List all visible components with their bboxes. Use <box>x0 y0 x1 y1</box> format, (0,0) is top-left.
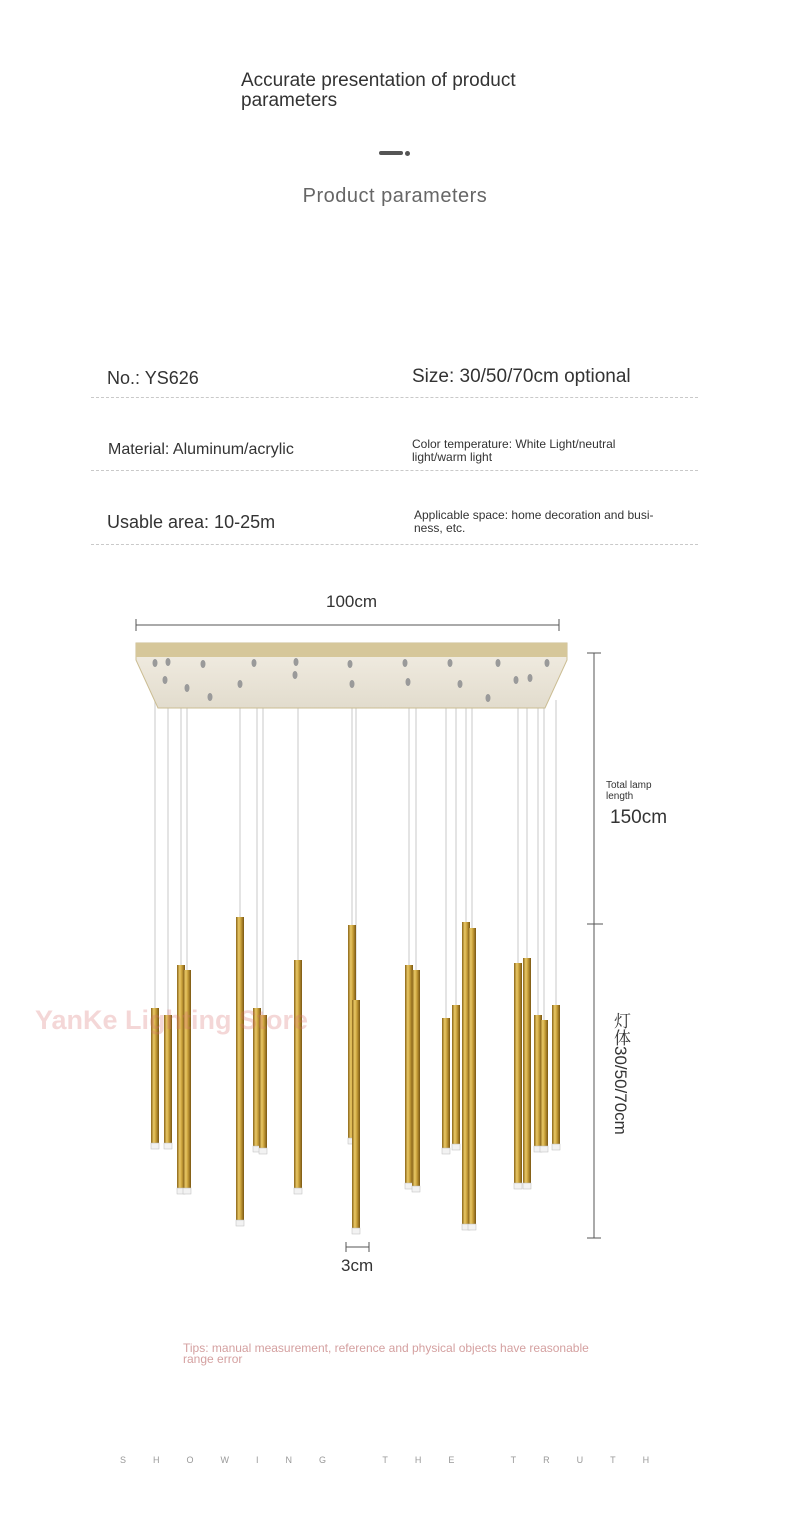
tube-diffuser-cap <box>523 1183 531 1189</box>
tube-diameter-label: 3cm <box>341 1256 374 1275</box>
tube-diffuser-cap <box>442 1148 450 1154</box>
canopy-fixing-hole <box>252 659 257 667</box>
canopy-fixing-hole <box>486 694 491 702</box>
tube-diffuser-cap <box>412 1186 420 1192</box>
tube-diffuser-cap <box>236 1220 244 1226</box>
height-dimension <box>587 653 603 1238</box>
pendant-tube <box>468 928 476 1226</box>
tube-diffuser-cap <box>183 1188 191 1194</box>
pendant-tube <box>294 960 302 1190</box>
tube-diffuser-cap <box>468 1224 476 1230</box>
param-model: No.: YS626 <box>107 368 199 388</box>
width-dimension <box>136 619 559 631</box>
tube-diffuser-cap <box>540 1146 548 1152</box>
canopy-fixing-hole <box>496 659 501 667</box>
pendant-tube <box>412 970 420 1188</box>
pendant-tube <box>452 1005 460 1146</box>
section-title: Product parameters <box>302 185 488 207</box>
pendant-tube <box>523 958 531 1185</box>
body-length-label: 灯体30/50/70cm <box>611 1012 630 1135</box>
store-watermark: YanKe Lighting Store <box>35 1005 309 1035</box>
canopy-fixing-hole <box>201 660 206 668</box>
measurement-tip: Tips: manual measurement, reference and physical objects have reasonable range error <box>183 1341 589 1366</box>
canopy-fixing-hole <box>528 674 533 682</box>
canopy-fixing-hole <box>514 676 519 684</box>
width-label: 100cm <box>326 592 378 611</box>
canopy-fixing-hole <box>403 659 408 667</box>
param-color-temperature: Color temperature: White Light/neutral light/warm light <box>412 437 616 464</box>
pendant-tube <box>514 963 522 1185</box>
canopy-fixing-hole <box>163 676 168 684</box>
tube-diffuser-cap <box>294 1188 302 1194</box>
pendant-tube <box>236 917 244 1222</box>
ceiling-canopy <box>136 643 567 708</box>
diameter-marker <box>346 1242 369 1252</box>
pendant-tubes <box>151 917 560 1234</box>
canopy-fixing-hole <box>294 658 299 666</box>
tube-diffuser-cap <box>164 1143 172 1149</box>
canopy-fixing-hole <box>166 658 171 666</box>
canopy-fixing-hole <box>545 659 550 667</box>
canopy-fixing-hole <box>406 678 411 686</box>
param-size: Size: 30/50/70cm optional <box>412 366 631 387</box>
canopy-fixing-hole <box>153 659 158 667</box>
canopy-fixing-hole <box>185 684 190 692</box>
param-applicable-space: Applicable space: home decoration and busi-ness, etc. <box>414 508 654 535</box>
param-material: Material: Aluminum/acrylic <box>108 441 294 458</box>
canopy-fixing-hole <box>238 680 243 688</box>
tube-diffuser-cap <box>151 1143 159 1149</box>
canopy-fixing-hole <box>448 659 453 667</box>
pendant-tube <box>552 1005 560 1146</box>
footer-motto: SHOWING THE TRUTH <box>120 1455 677 1465</box>
canopy-fixing-hole <box>350 680 355 688</box>
page-title: Accurate presentation of product parameters <box>241 70 516 111</box>
canopy-fixing-hole <box>293 671 298 679</box>
tube-diffuser-cap <box>452 1144 460 1150</box>
pendant-tube <box>405 965 413 1185</box>
canopy-fixing-hole <box>458 680 463 688</box>
total-length-value: 150cm <box>610 807 668 828</box>
tube-diffuser-cap <box>514 1183 522 1189</box>
param-usable-area: Usable area: 10-25m <box>107 512 276 532</box>
tube-diffuser-cap <box>352 1228 360 1234</box>
canopy-fixing-hole <box>208 693 213 701</box>
total-length-caption: Total lamp length <box>606 780 652 802</box>
tube-diffuser-cap <box>552 1144 560 1150</box>
pendant-tube <box>183 970 191 1190</box>
pendant-tube <box>540 1020 548 1148</box>
canopy-fixing-hole <box>348 660 353 668</box>
pendant-tube <box>442 1018 450 1150</box>
tube-diffuser-cap <box>259 1148 267 1154</box>
pendant-tube <box>352 1000 360 1230</box>
